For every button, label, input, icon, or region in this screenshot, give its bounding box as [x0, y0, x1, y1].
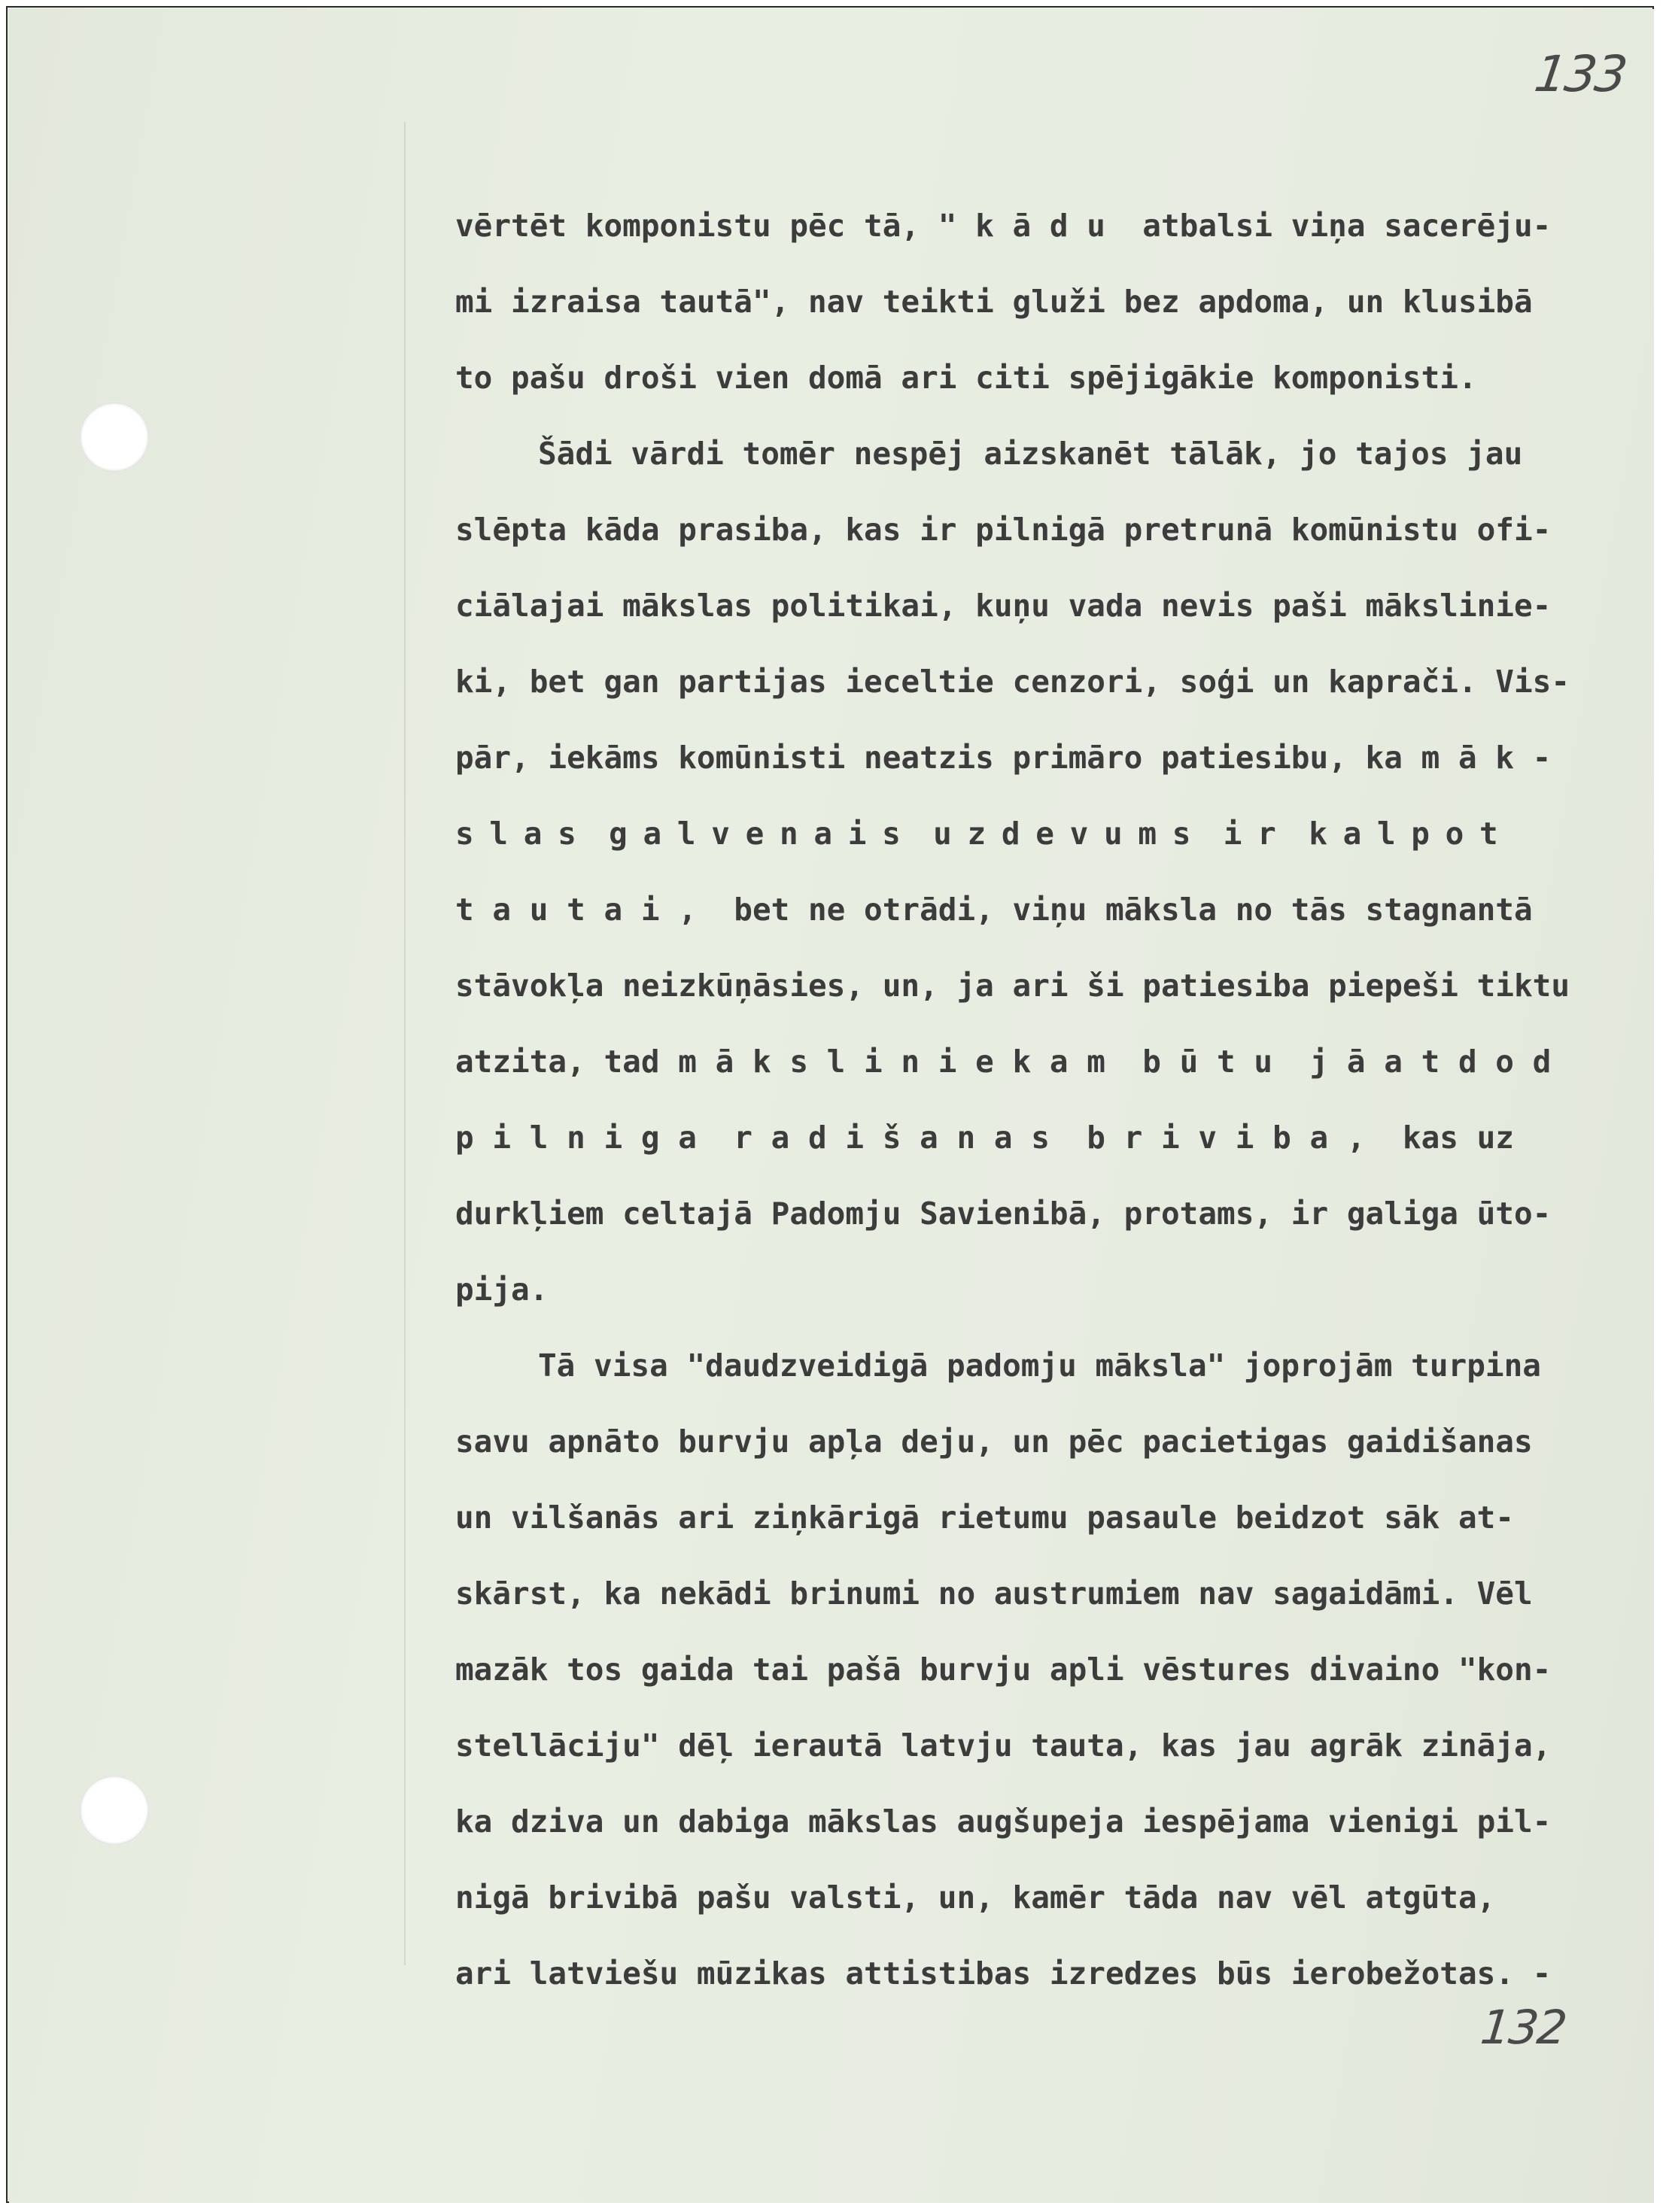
text-line: mi izraisa tautā", nav teikti gluži bez apdoma, un klusibā [455, 284, 1533, 320]
text-line: ciālajai mākslas politikai, kuņu vada nevis paši mākslinie- [455, 588, 1552, 624]
punch-hole-bottom [80, 1776, 149, 1845]
text-line: s l a s g a l v e n a i s u z d e v u m s i r k a l p o t [455, 816, 1497, 852]
text-line: pija. [455, 1272, 549, 1308]
text-line: ki, bet gan partijas ieceltie cenzori, soģi un kaprači. Vis- [455, 664, 1570, 700]
text-line: t a u t a i , bet ne otrādi, viņu māksla no tās stagnantā [455, 892, 1533, 928]
text-line: Tā visa "daudzveidigā padomju māksla" joprojām turpina [538, 1348, 1541, 1384]
text-line: ka dziva un dabiga mākslas augšupeja iespējama vienigi pil- [455, 1803, 1552, 1840]
text-line: nigā brivibā pašu valsti, un, kamēr tāda nav vēl atgūta, [455, 1879, 1496, 1916]
text-line: p i l n i g a r a d i š a n a s b r i v i b a , kas uz [455, 1120, 1514, 1156]
text-line: slēpta kāda prasiba, kas ir pilnigā pretrunā komūnistu ofi- [455, 512, 1552, 548]
text-line: pār, iekāms komūnisti neatzis primāro patiesibu, ka m ā k - [455, 740, 1552, 776]
text-line: mazāk tos gaida tai pašā burvju apli vēstures divaino "kon- [455, 1651, 1552, 1688]
text-line: stellāciju" dēļ ierautā latvju tauta, kas jau agrāk zināja, [455, 1727, 1552, 1764]
text-line: skārst, ka nekādi brinumi no austrumiem nav sagaidāmi. Vēl [455, 1575, 1533, 1612]
text-line: Šādi vārdi tomēr nespēj aizskanēt tālāk, jo tajos jau [538, 436, 1523, 472]
page-number-handwritten-bottom: 132 [1478, 2000, 1569, 2055]
text-line: savu apnāto burvju apļa deju, un pēc pacietigas gaidišanas [455, 1424, 1533, 1460]
text-line: un vilšanās ari ziņkārigā rietumu pasaule beidzot sāk at- [455, 1499, 1514, 1536]
text-line: atzita, tad m ā k s l i n i e k a m b ū t u j ā a t d o d [455, 1044, 1552, 1080]
text-line: to pašu droši vien domā ari citi spējigākie komponisti. [455, 360, 1477, 396]
text-line: vērtēt komponistu pēc tā, " k ā d u atbalsi viņa sacerēju- [455, 208, 1552, 244]
fold-crease [404, 122, 406, 1965]
punch-hole-top [80, 403, 149, 472]
page-number-handwritten-top: 133 [1531, 45, 1630, 103]
text-line: stāvokļa neizkūņāsies, un, ja ari ši patiesiba piepeši tiktu [455, 968, 1570, 1004]
text-line: ari latviešu mūzikas attistibas izredzes būs ierobežotas. - [455, 1955, 1552, 1992]
typewritten-text [455, 188, 1629, 2012]
text-line: durkļiem celtajā Padomju Savienibā, protams, ir galiga ūto- [455, 1196, 1552, 1232]
